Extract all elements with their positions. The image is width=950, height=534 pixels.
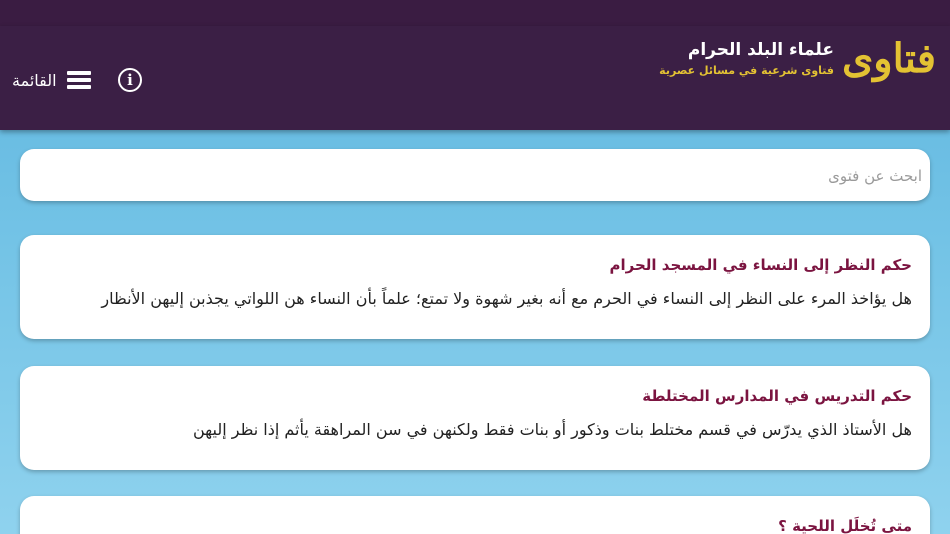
hamburger-menu-icon (67, 68, 91, 92)
search-box (20, 149, 930, 201)
status-bar (0, 0, 950, 26)
logo-text (659, 38, 834, 80)
menu-label: القائمة (12, 70, 57, 90)
fatwa-card[interactable] (20, 235, 930, 339)
fatwa-card[interactable] (20, 496, 930, 534)
search-input[interactable] (40, 149, 924, 203)
app-title: علماء البلد الحرام (687, 40, 834, 60)
fatwa-excerpt: هل يؤاخذ المرء على النظر إلى النساء في الحرم مع أنه بغير شهوة ولا تمتع؛ علماً بأن النساء هن اللواتي يجذبن إليهن الأنظار (101, 289, 912, 308)
fatwa-title: حكم التدريس في المدارس المختلطة (642, 387, 912, 405)
app-subtitle: فتاوى شرعية في مسائل عصرية (659, 64, 834, 77)
app-logo (659, 35, 936, 82)
fatwa-title: حكم النظر إلى النساء في المسجد الحرام (609, 256, 912, 274)
app-header (0, 26, 950, 130)
logo-mark: فتاوى (841, 35, 936, 82)
fatwa-title: متى تُخلَل اللحية ؟ (778, 517, 912, 534)
info-icon[interactable]: i (118, 68, 142, 92)
menu-button[interactable] (12, 68, 91, 92)
fatwa-excerpt: هل الأستاذ الذي يدرّس في قسم مختلط بنات وذكور أو بنات فقط ولكنهن في سن المراهقة يأثم إذا نظر إليهن (192, 420, 912, 439)
fatwa-card[interactable] (20, 366, 930, 470)
